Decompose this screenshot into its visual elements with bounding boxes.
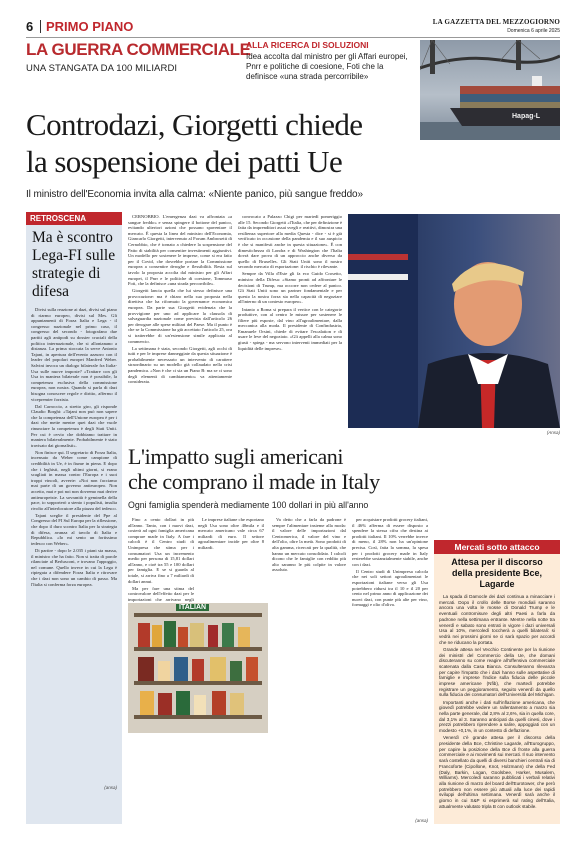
section-label: PRIMO PIANO [46,19,134,34]
ship-photo [420,40,560,140]
second-story-paragraph: Va detto che a farla da padrone è sempre l'alimentare insieme alla moda: il valore delle importazioni dal Centromerica, il valore del vino e dell'olio, oltre la metà. Sono prodotti di alta gamma, ricercati per la qualità, che hanno un mercato consolidato. I calcoli dicono che le famiglie con reddito più alto saranno le più colpite in valore assoluto. [272,517,346,573]
second-story-headline [128,444,428,494]
second-story-line-1: L'impatto sugli americani [128,444,344,469]
retroscena-paragraph: Di partire - dopo le 2.035 i piani sta massa, il ministro che ha fatto. Non si tratta di parole rilanciate al Berlusconi, e trovano l'appoggio, nel comune. Quello invece in cui la Lega è ripiegata a difendere Forza Italia e ritrovare che i dazi non sono un cambio di passo. Ma l'Italia si conferma forza europea. [31,547,117,587]
main-story-paragraph: Intanto a Roma si prepara il vertice con le categorie produttive, con al centro le misure per sostenere le filiere più esposte, dal vino all'agroalimentare, dalla meccanica alla moda. Il presidente di Confindustria, Emanuele Orsini, chiede di evitare l'escalation e di usare le leve del negoziato. «Gli appelli alla calma sono giusti - spiega - ma servono interventi immediati per la liquidità delle imprese». [238,306,342,351]
teaser-title: ALLA RICERCA DI SOLUZIONI [246,40,369,50]
retroscena-box [26,212,122,824]
headline [26,106,426,180]
sidebar-title: Attesa per il discorso della presidente Bce, Lagarde [451,557,543,589]
retroscena-label: RETROSCENA [26,212,122,225]
masthead [26,16,560,38]
second-story-deck: Ogni famiglia spenderà mediamente 100 dollari in più all'anno [128,500,369,510]
teaser-text: Idea accolta dal ministro per gli Affari europei, Pnrr e politiche di coesione, Foti che la definisce «una strada percorribile» [246,52,408,81]
second-story-line-2: che comprano il made in Italy [128,469,380,494]
trump-photo [348,214,560,428]
headline-deck: Il ministro dell'Economia invita alla calma: «Niente panico, più sangue freddo» [26,189,363,200]
main-story-col-2 [238,214,342,426]
retroscena-paragraph: Dal Carroccio, a stretto giro, gli risponde Claudio Borghi: «Tajani non può non sapere che la competenza dell'Unione europea è per i dazi che mette mentre quei dazi che vuole rinunciare la competenza è degli Stati Uniti. Per cui è ovvio che dobbiamo trattare in maniera bilateralmente. Probabilmente è stato travisato dai giornalisti». [31,403,117,448]
second-story-col-3 [352,517,428,817]
markets-sidebar [434,540,560,824]
retroscena-byline: (ansa) [104,785,117,790]
kicker [26,40,251,86]
second-story-paragraph: Il Centro studi di Unimpresa calcola che nei soli settori agroalimentari le esportazioni italiane verso gli Usa potrebbero ridursi tra il 10 e il 20 per cento nel primo anno di applicazione dei nuovi dazi, con punte più alte per vino, formaggi e olio d'oliva. [352,568,428,608]
sidebar-kicker: Mercati sotto attacco [434,540,560,554]
supermarket-photo [128,603,268,733]
second-story-paragraph: Ma per fare una stima del controvalore dell'effetto dazi per le importazioni che arrivano negli [128,585,194,602]
ship-illustration [420,40,560,140]
second-story-paragraph: Le imprese italiane che esportano negli Usa sono oltre 40mila e il mercato americano vale circa 67 miliardi di euro. Il settore agroalimentare incide per oltre 8 miliardi. [198,517,264,550]
paper-name: LA GAZZETTA DEL MEZZOGIORNO [432,18,560,26]
retroscena-title: Ma è scontro Lega-FI sulle strategie di difesa [32,229,116,300]
retroscena-body [26,305,122,785]
second-story-col-2 [272,517,346,817]
sidebar-paragraph: Importanti anche i dati sull'inflazione americana, che giovedì potrebbe vedere un rallentamento a marzo sia nella parte generale, dal 2,8% al 2,6%, sia in quella core, dal 3,1% al 3. Saranno anticipati da quelli cinesi, dove i prezzi potrebbero riprendere a salire, appoggiati con un modesto +0,1%, in un contesto di deflazione. [439,699,555,734]
page-date: Domenica 6 aprile 2025 [507,28,560,34]
teaser [246,40,414,104]
sidebar-paragraph: Venerdì c'è grande attesa per il discorso della presidente della Bce, Christine Lagarde, all'Eurogruppo, per capire la posizione della Bce di fronte alla guerra commerciale e ai movimenti sui mercati. Il suo intervento sarà costellato da quelli di diversi banchieri centrali sia di Francoforte (Cipollone, Knot, Holzmann) che della Fed (Daly, Barkin, Logan, Goolsbee, Harker, Musalem, Williams). Mercoledì saranno pubblicati i verbali relativi alla riunione di marzo del board dell'Eurotower, che però potrebbero non essere più attuali alla luce dei rapidi sviluppi dell'ultima settimana. Venerdì sarà anche il giorno in cui S&P si esprimerà sul rating dell'Italia, attualmente valutato tripla B con outlook stabile. [439,735,555,809]
main-story-paragraph: La settimana è stata, secondo Giorgetti, agli occhi di tutti e per le imprese danneggiate da questa situazione è probabilmente necessario un intervento di carattere straordinario su un modello già collaudato nella crisi pandemica. «Non è che ci sia un Piano B: ma se ci sono degli elementi di cambiamento» va attentamente considerata. [128,345,232,385]
retroscena-paragraph: Divisi sulla reazione ai dazi, divisi sul piano di riarmo europeo, divisi sul Mes. Gli appuntamenti di Forza Italia e Lega - il congresso nazionale nel primo caso, il congresso del secondo - fotografano due partiti agli antipodi su dossier cruciali della politica internazionale, che si allontanano a distanza. La prima stoccata la serve Antonio Tajani, in apertura dell'evento azzurro con il leader del popolari europei Manfred Weber. Salvini invoca un dialogo bilaterale fra Italia-Usa sulle nuove imposte? «Trattare con gli Usa in maniera bilaterale non è possibile, la competenza esclusiva della commissione europea, non nostra. Quando si parla di dazi bisogna conoscere regole e diritto, affermo il vicepremier forzista. [31,307,117,402]
retroscena-paragraph: Tajani sceglie il presidente del Ppe al Congresso del FI Sul Europa per la riflessione, che dopo il duro scontro Italia per la strategia di difesa, avanza al tavolo di Italia e Repubblica. «Io mi sento un fortissimo tedesco con Weber». [31,512,117,546]
ship-hull-text: Hapag-L [512,113,540,120]
main-story-col-1 [128,214,232,426]
second-story-paragraph: Fino a cento dollari in più all'anno. Tanto, con i nuovi dazi, costerà ad ogni famiglia americana comprare made in Italy. A fare i calcoli è il Centro studi di Unimpresa che stima per i consumatori Usa un incremento medio per persona di 15,81 dollari all'anno, e cioè tra 55 e 100 dollari per famiglia. E se si guarda al totale, si arriva fino a 7 miliardi di dollari annui. [128,517,194,584]
supermarket-illustration [128,603,268,733]
second-story-paragraph: per acquistare prodotti grocery italiani, il 46% afferma di essere disposto a spendere la stessa cifra che destina ai prodotti italiani. Il 10% verrebbe invece di meno, il 28% non ha un'opinione precisa. Così, fatta la somma, la spesa per i prodotti grocery made in Italy resterebbe sostanzialmente stabile, anche con i dazi. [352,517,428,567]
headline-line-1: Controdazi, Giorgetti chiede [26,107,363,142]
supermarket-sign: ITALIAN [176,604,209,611]
second-story-byline: (ansa) [415,818,428,823]
masthead-divider [40,20,41,33]
main-story-paragraph: Sempre da Villa d'Este gli fa eco Guido Crosetto, ministro della Difesa: «Siamo pronti ad affrontare le decisioni di Trump, ma occorre non cedere al panico. Gli Stati Uniti sono un partner fondamentale e per questo la nostra forza sta nella capacità di negoziare all'interno di un contesto europeo». [238,271,342,305]
page-number: 6 [26,19,34,34]
kicker-subtitle: UNA STANGATA DA 100 MILIARDI [26,63,178,74]
main-story-paragraph: CERNOBBIO. L'emergenza dazi va affrontata «a sangue freddo» e senza spingere il bottone del panico, evitando ulteriori azioni che possano spaventare il mercato. È questa la linea del ministro dell'Economia, Giancarlo Giorgetti, intervenuto al Forum Ambrosetti di Cernobbio, che è tornato a chiedere la sospensione del Patto di stabilità per consentire investimenti aggiuntivi. Un modello per sostenere le imprese, come si era fatto per il Covid, che dovrebbe portare la Commissione europea a consentire deroghe e flessibilità. Resta sul tavolo la proposta accolta dal ministro per gli Affari europei, il Pnrr e le politiche di coesione, Tommaso Foti, che la definisce «una strada percorribile». [128,214,232,287]
headline-line-2: la sospensione dei patti Ue [26,144,343,179]
main-story-paragraph: Giorgetti lancia quella che lui stesso definisce una provocazione: ma è chiaro nella sua proposta nella direttiva che ha riformato la governance economica europea. Da parte sua Giorgetti evidenzia che la provvigione per uno ad applicare la clausola di salvaguardia nazionale come prevista dall'articolo 26 per derogare alle spese militari del Paese. Ma il punto è che se la Commissione ha già accettato l'articolo 25, ora si tratterebbe di un'estensione simile applicata al commercio. [128,288,232,344]
sidebar-paragraph: Grande attesa nel Vecchio Continente per la riunione dei ministri del Commercio della Ue, che domani discuteranno su come reagire all'offensiva commerciale scatenata dalla Casa Bianca. Consulteranno rilevanza per capire l'impatto che i dazi hanno sulle aspettative di famiglie e imprese l'indice sulla fiducia delle piccole imprese americane (Nfib), che martedì potrebbe registrare un peggioramento, seguito venerdì da quello sulla fiducia dei consumatori dell'Università del Michigan. [439,646,555,698]
retroscena-paragraph: Non finisce qui. Il segretario di Forza Italia, incensato da Weber come campione di credibilità in Ue, è in fiume in piena. E dopo che i leghisti, negli ultimi giorni, si erano scagliati in massa contro l'Europa e i suoi troppi vincoli, avverte: «Noi non facciamo mai parte di un governo antieuropeo. Non accetto, mai e poi noi non dovremo mai derive antieuropeiste. La sovranità è geminella della pace, io sopporterò a stento i populisti, insulta rivolto all'interlocutore alla piazza del tedesco. [31,449,117,511]
kicker-title: LA GUERRA COMMERCIALE [26,40,251,59]
trump-illustration [348,214,560,428]
main-story-photo-credit: (Ansa) [546,430,560,435]
main-story-paragraph: convocato a Palazzo Chigi per martedì pomeriggio alle 15. Secondo Giorgetti «l'Italia, che per definizione è fatta da imprenditori assai svegli e reattivi, dimostra una resilienza superiore alla media Questa - dice - si è già verificato in occasione della pandemia e il suo auspicio è che si manifesti anche in questa situazione». È con dimestichezza di Londra e di Washington che l'Italia dovrà dare prova di un approccio anche diverso da quello di Bruxelles. Gli Stati Uniti sono il nostro secondo mercato di esportazione: il rischio è rilevante. [238,214,342,270]
sidebar-body [434,593,560,837]
second-story-col-1b [198,517,264,601]
sidebar-paragraph: La spada di Damocle dei dazi continua a minacciare i mercati. Dopo il crollo delle Borse mondiali saranno ancora una volta le mosse di Donald Trump e le eventuali contromisure degli altri Paesi a farla da padrone nella settimana entrante. Mentre nella notte tra venerdì e sabato sono entrati in vigore i dazi universali Usa al 10%, mercoledì toccherà a quelli bilaterali: si vedrà nei prossimi giorni se ci sarà spazio per accordi che ne riducano la portata. [439,594,555,645]
